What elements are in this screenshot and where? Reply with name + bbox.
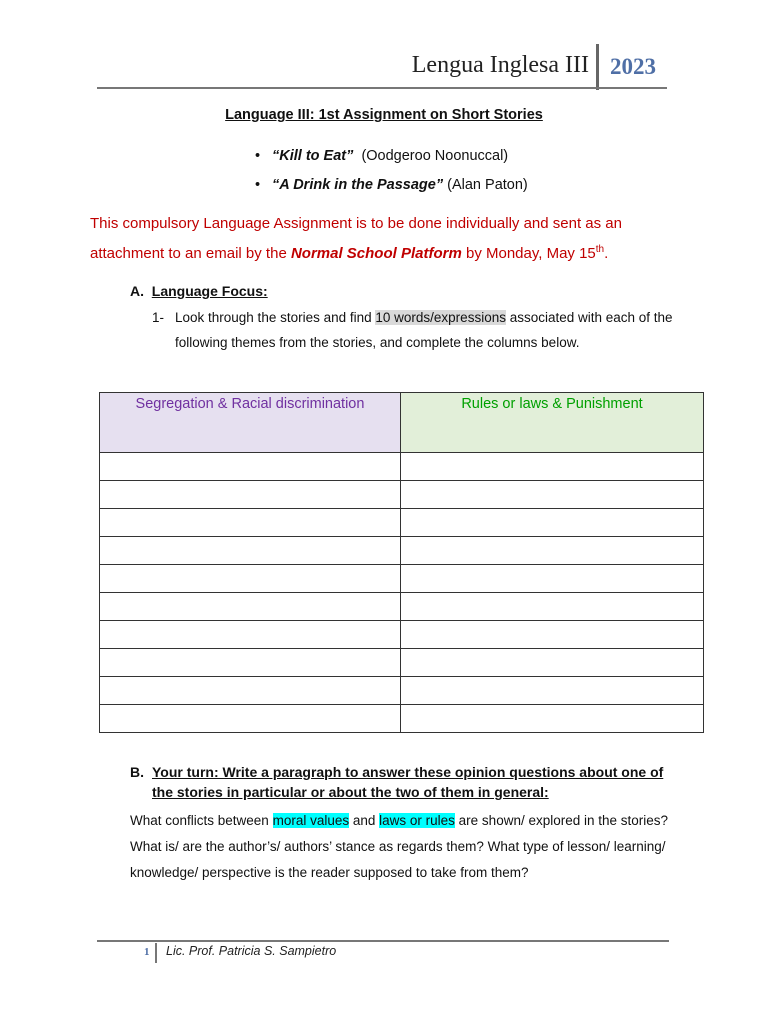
table-cell[interactable]	[401, 705, 704, 733]
notice-deadline: by Monday, May 15	[461, 245, 596, 262]
footer-divider	[155, 943, 157, 963]
table-cell[interactable]	[100, 537, 401, 565]
table-row	[100, 509, 704, 537]
notice-ordinal: th	[595, 244, 605, 255]
table-row	[100, 593, 704, 621]
section-b-letter: B.	[130, 764, 144, 780]
question-text-mid: and	[349, 813, 380, 828]
table-row	[100, 649, 704, 677]
table-cell[interactable]	[401, 453, 704, 481]
notice-text: This compulsory Language Assignment is to be done individually and sent as an attachment to an email by the	[90, 215, 622, 262]
table-cell[interactable]	[401, 621, 704, 649]
table-row	[100, 621, 704, 649]
document-title: Language III: 1st Assignment on Short Stories	[225, 107, 543, 123]
column-header-segregation: Segregation & Racial discrimination	[100, 393, 401, 453]
table-cell[interactable]	[401, 481, 704, 509]
section-b-text: Your turn: Write a paragraph to answer these opinion questions about one of the stories in particular or about the two of them in general:	[152, 764, 664, 800]
highlight-moral-values: moral values	[272, 813, 350, 828]
task-number: 1-	[152, 310, 165, 325]
table-cell[interactable]	[401, 565, 704, 593]
table-cell[interactable]	[100, 509, 401, 537]
section-a-letter: A.	[130, 283, 144, 299]
table-cell[interactable]	[100, 705, 401, 733]
task-text-end: associated with each of the following themes from the stories, and complete the columns below.	[175, 310, 673, 350]
table-cell[interactable]	[401, 537, 704, 565]
platform-name: Normal School Platform	[290, 245, 462, 262]
page-header	[97, 42, 667, 90]
footer-author: Lic. Prof. Patricia S. Sampietro	[166, 944, 337, 958]
story-title: “Kill to Eat”	[272, 148, 354, 164]
table-cell[interactable]	[100, 453, 401, 481]
table-cell[interactable]	[401, 677, 704, 705]
story-author: (Oodgeroo Noonuccal)	[361, 148, 509, 164]
table-cell[interactable]	[401, 593, 704, 621]
table-row	[100, 705, 704, 733]
table-cell[interactable]	[100, 565, 401, 593]
header-rule	[97, 87, 667, 89]
assignment-notice	[90, 211, 690, 267]
table-cell[interactable]	[100, 593, 401, 621]
task-text: Look through the stories and find	[175, 310, 376, 325]
table-cell[interactable]	[100, 677, 401, 705]
highlight-laws-rules: laws or rules	[379, 813, 455, 828]
question-text: What conflicts between	[130, 813, 273, 828]
table-cell[interactable]	[401, 649, 704, 677]
opinion-question	[130, 808, 670, 886]
task-1	[152, 305, 682, 355]
bullet-icon: •	[255, 148, 261, 164]
story-author: (Alan Paton)	[447, 177, 528, 193]
table-cell[interactable]	[100, 649, 401, 677]
table-cell[interactable]	[401, 509, 704, 537]
header-title: Lengua Inglesa III	[411, 52, 589, 78]
header-year: 2023	[610, 54, 656, 79]
notice-end: .	[604, 245, 609, 262]
table-cell[interactable]	[100, 481, 401, 509]
section-a-heading	[130, 283, 268, 299]
table-row	[100, 565, 704, 593]
table-row	[100, 481, 704, 509]
story-title: “A Drink in the Passage”	[272, 177, 444, 193]
table-cell[interactable]	[100, 621, 401, 649]
task-highlight: 10 words/expressions	[375, 310, 506, 325]
header-divider	[596, 44, 599, 90]
section-b-heading	[130, 762, 670, 802]
page-number: 1	[144, 946, 150, 958]
themes-table	[99, 392, 704, 733]
table-row	[100, 677, 704, 705]
column-header-rules: Rules or laws & Punishment	[401, 393, 704, 453]
footer-rule	[97, 940, 669, 942]
table-row	[100, 537, 704, 565]
table-row	[100, 453, 704, 481]
bullet-icon: •	[255, 177, 261, 193]
section-a-label: Language Focus:	[151, 283, 268, 299]
question-text-end: are shown/ explored in the stories? What is/ are the author’s/ authors’ stance as regards them? What type of lesson/ learning/ knowledge/ perspective is the reader supposed to take from them?	[130, 813, 669, 880]
